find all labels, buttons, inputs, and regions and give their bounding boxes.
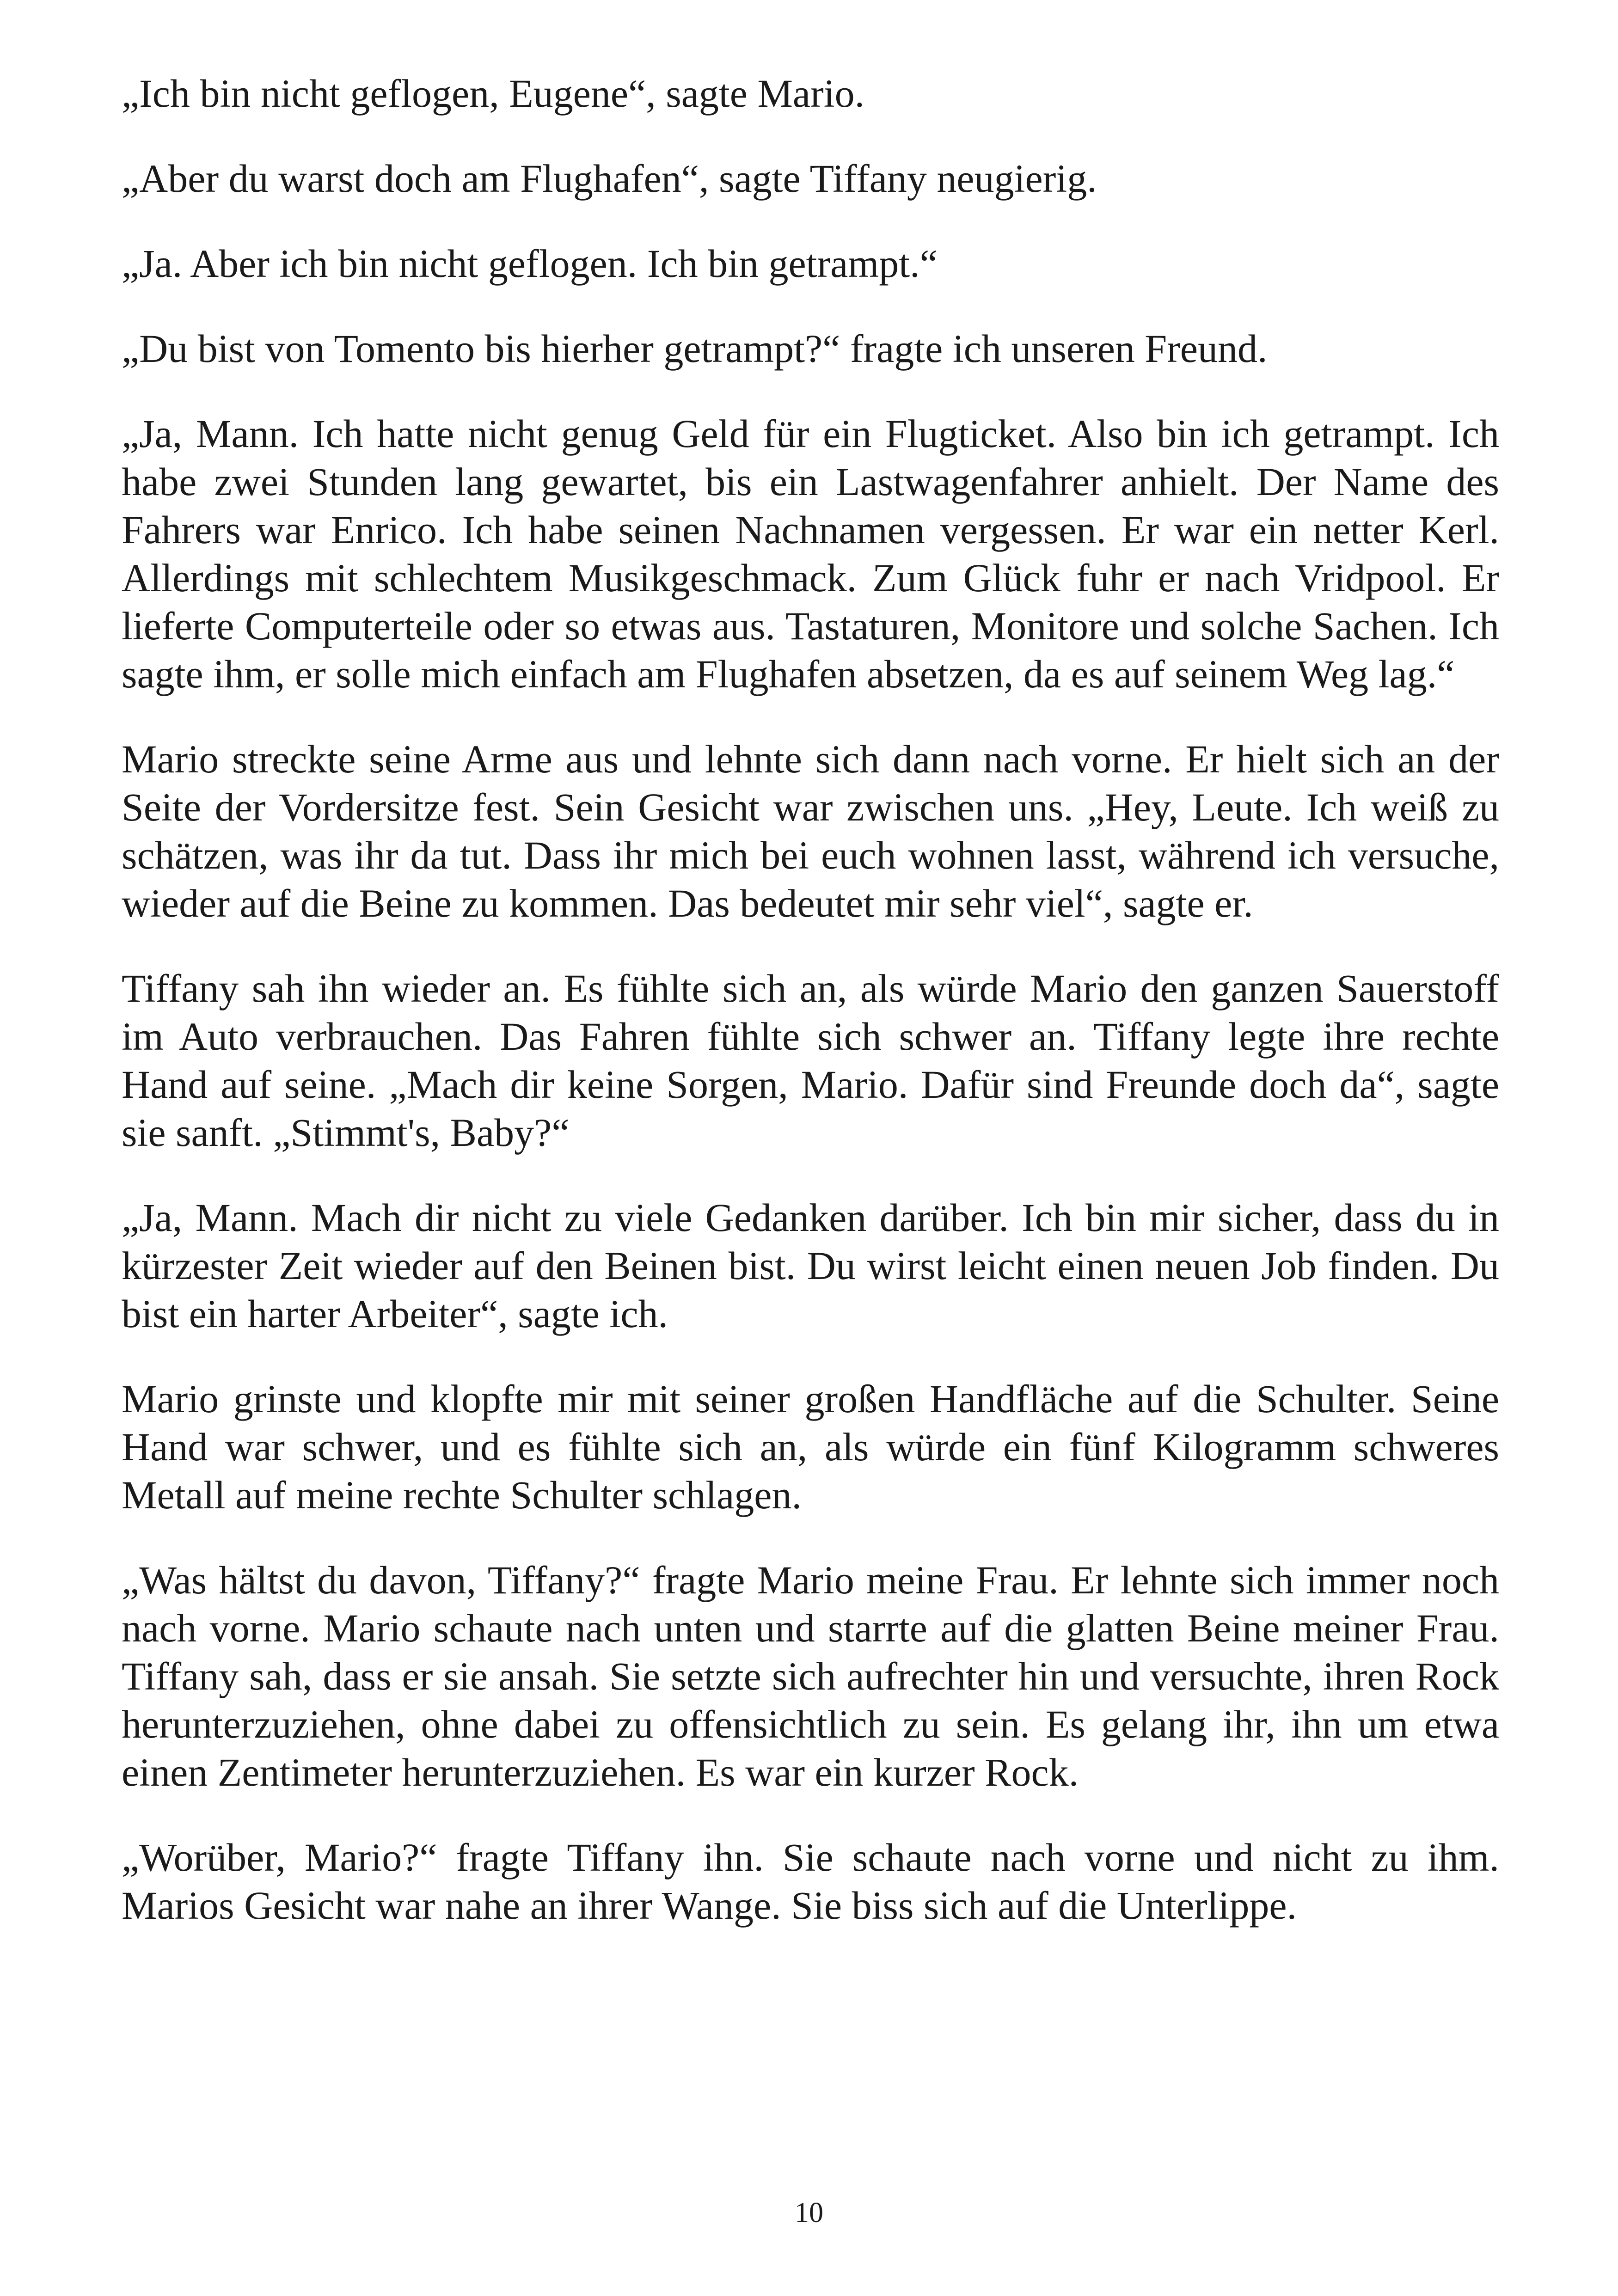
page-number: 10 [795,2197,823,2229]
paragraph: Tiffany sah ihn wieder an. Es fühlte sich an, als würde Mario den ganzen Sauerstoff im Auto verbrauchen. Das Fahren fühlte sich schwer an. Tiffany legte ihre rechte Hand auf seine. „Mach dir keine Sorgen, Mario. Dafür sind Freunde doch da“, sagte sie sanft. „Stimmt's, Baby?“ [122,966,1499,1155]
paragraph: „Ich bin nicht geflogen, Eugene“, sagte Mario. [122,71,865,116]
page-body [122,69,1499,2196]
paragraph: „Ja, Mann. Mach dir nicht zu viele Gedanken darüber. Ich bin mir sicher, dass du in kürzester Zeit wieder auf den Beinen bist. Du wirst leicht einen neuen Job finden. Du bist ein harter Arbeiter“, sagte ich. [122,1195,1499,1336]
paragraph: Mario grinste und klopfte mir mit seiner großen Handfläche auf die Schulter. Seine Hand war schwer, und es fühlte sich an, als würde ein fünf Kilogramm schweres Metall auf meine rechte Schulter schlagen. [122,1377,1499,1517]
paragraph: „Aber du warst doch am Flughafen“, sagte Tiffany neugierig. [122,156,1097,201]
paragraph: „Du bist von Tomento bis hierher getrampt?“ fragte ich unseren Freund. [122,326,1268,371]
paragraph: „Was hältst du davon, Tiffany?“ fragte Mario meine Frau. Er lehnte sich immer noch nach vorne. Mario schaute nach unten und starrte auf die glatten Beine meiner Frau. Tiffany sah, dass er sie ansah. Sie setzte sich aufrechter hin und versuchte, ihren Rock herunterzuziehen, ohne dabei zu offensichtlich zu sein. Es gelang ihr, ihn um etwa einen Zentimeter herunterzuziehen. Es war ein kurzer Rock. [122,1558,1499,1794]
paragraph: „Ja, Mann. Ich hatte nicht genug Geld für ein Flugticket. Also bin ich getrampt. Ich habe zwei Stunden lang gewartet, bis ein Lastwagenfahrer anhielt. Der Name des Fahrers war Enrico. Ich habe seinen Nachnamen vergessen. Er war ein netter Kerl. Allerdings mit schlechtem Musikgeschmack. Zum Glück fuhr er nach Vridpool. Er lieferte Computerteile oder so etwas aus. Tastaturen, Monitore und solche Sachen. Ich sagte ihm, er solle mich einfach am Flughafen absetzen, da es auf seinem Weg lag.“ [122,411,1499,696]
paragraph: Mario streckte seine Arme aus und lehnte sich dann nach vorne. Er hielt sich an der Seite der Vordersitze fest. Sein Gesicht war zwischen uns. „Hey, Leute. Ich weiß zu schätzen, was ihr da tut. Dass ihr mich bei euch wohnen lasst, während ich versuche, wieder auf die Beine zu kommen. Das bedeutet mir sehr viel“, sagte er. [122,737,1499,925]
paragraph: „Ja. Aber ich bin nicht geflogen. Ich bin getrampt.“ [122,241,938,286]
paragraph: „Worüber, Mario?“ fragte Tiffany ihn. Sie schaute nach vorne und nicht zu ihm. Marios Gesicht war nahe an ihrer Wange. Sie biss sich auf die Unterlippe. [122,1835,1499,1928]
